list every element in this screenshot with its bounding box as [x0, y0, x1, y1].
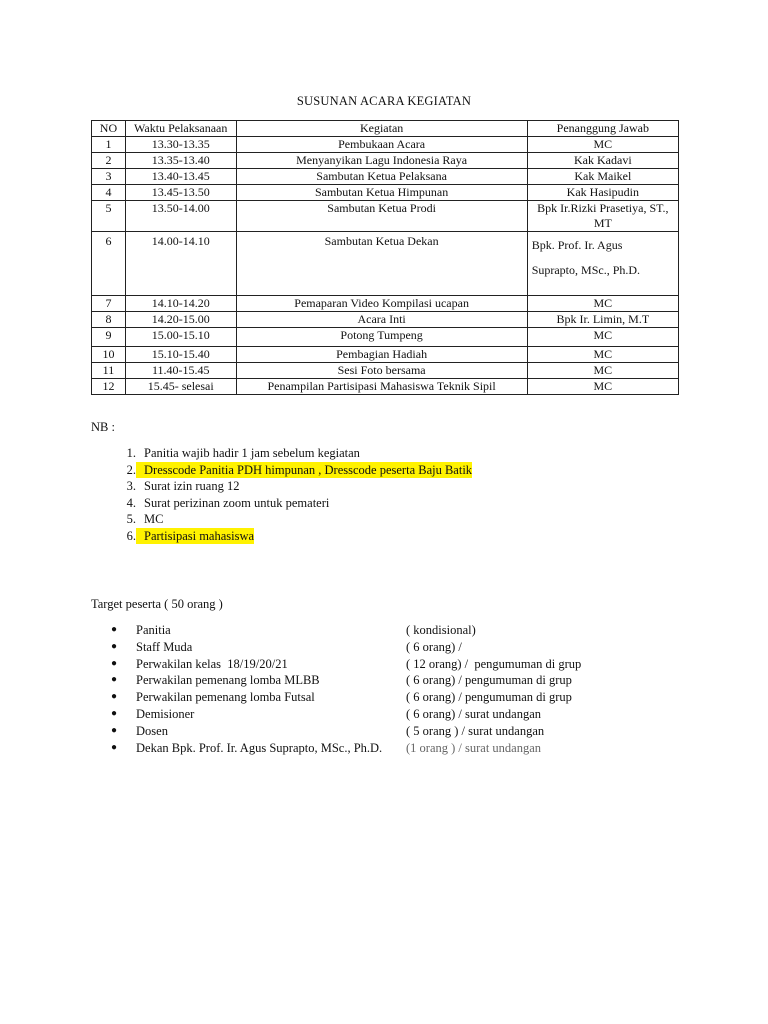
- list-item: [91, 656, 691, 673]
- note-number: 5.: [126, 512, 136, 526]
- bullet-icon: ●: [111, 707, 118, 719]
- note-number: 2.: [126, 462, 136, 477]
- cell-pic: MC: [527, 363, 678, 379]
- page-title: SUSUNAN ACARA KEGIATAN: [296, 94, 472, 108]
- list-item: [91, 445, 472, 462]
- cell-time: 13.35-13.40: [125, 153, 236, 169]
- participant-count: (1 orang ) / surat undangan: [406, 740, 542, 755]
- note-text: MC: [144, 512, 164, 526]
- cell-activity: Pemaparan Video Kompilasi ucapan: [236, 296, 527, 312]
- note-number: 3.: [126, 479, 136, 493]
- table-row: [92, 296, 679, 312]
- header-no: NO: [92, 121, 126, 137]
- table-row: [92, 328, 679, 347]
- list-item: [91, 706, 691, 723]
- cell-no: 5: [92, 201, 126, 232]
- list-item: [91, 478, 472, 495]
- cell-time: 14.10-14.20: [125, 296, 236, 312]
- cell-no: 4: [92, 185, 126, 201]
- participant-name: Dosen: [136, 723, 168, 738]
- table-row: [92, 363, 679, 379]
- cell-no: 7: [92, 296, 126, 312]
- cell-activity: Penampilan Partisipasi Mahasiswa Teknik Sipil: [236, 379, 527, 395]
- cell-no: 2: [92, 153, 126, 169]
- table-row: [92, 312, 679, 328]
- bullet-icon: ●: [111, 724, 118, 736]
- bullet-icon: ●: [111, 741, 118, 753]
- cell-pic: Kak Hasipudin: [527, 185, 678, 201]
- cell-activity: Pembagian Hadiah: [236, 347, 527, 363]
- cell-activity: Sambutan Ketua Prodi: [236, 201, 527, 232]
- list-item: [91, 528, 472, 545]
- cell-pic: MC: [527, 379, 678, 395]
- cell-activity: Sambutan Ketua Himpunan: [236, 185, 527, 201]
- participant-count: ( 6 orang) / surat undangan: [406, 706, 542, 721]
- cell-time: 13.50-14.00: [125, 201, 236, 232]
- list-item: [91, 740, 691, 757]
- participant-name: Demisioner: [136, 706, 195, 721]
- bullet-icon: ●: [111, 657, 118, 669]
- cell-activity: Potong Tumpeng: [236, 328, 527, 347]
- note-text: Surat perizinan zoom untuk pemateri: [144, 495, 330, 510]
- participant-name: Perwakilan pemenang lomba Futsal: [136, 690, 315, 705]
- bullet-icon: ●: [111, 624, 118, 635]
- table-row: [92, 185, 679, 201]
- table-row: [92, 379, 679, 395]
- table-row: [92, 137, 679, 153]
- cell-pic: Bpk Ir. Limin, M.T: [527, 312, 678, 328]
- cell-activity: Sesi Foto bersama: [236, 363, 527, 379]
- cell-pic: Kak Maikel: [527, 169, 678, 185]
- cell-time: 13.45-13.50: [125, 185, 236, 201]
- cell-time: 15.45- selesai: [125, 379, 236, 395]
- cell-time: 11.40-15.45: [125, 363, 236, 379]
- cell-activity: Menyanyikan Lagu Indonesia Raya: [236, 153, 527, 169]
- cell-no: 10: [92, 347, 126, 363]
- note-number: 6.: [126, 528, 136, 543]
- table-header-row: [92, 121, 679, 137]
- header-time: Waktu Pelaksanaan: [125, 121, 236, 137]
- note-text-highlighted: Dresscode Panitia PDH himpunan , Dresscode peserta Baju Batik: [144, 462, 473, 477]
- cell-no: 6: [92, 232, 126, 296]
- cell-time: 14.20-15.00: [125, 312, 236, 328]
- list-item: [91, 639, 691, 656]
- participant-count: ( 6 orang) / pengumuman di grup: [406, 690, 572, 705]
- note-text: Panitia wajib hadir 1 jam sebelum kegiatan: [144, 446, 360, 460]
- cell-activity: Pembukaan Acara: [236, 137, 527, 153]
- cell-pic: MC: [527, 296, 678, 312]
- list-item: [91, 622, 691, 639]
- table-row: [92, 153, 679, 169]
- cell-time: 13.40-13.45: [125, 169, 236, 185]
- header-activity: Kegiatan: [236, 121, 527, 137]
- bullet-icon: ●: [111, 640, 118, 652]
- nb-label: NB :: [91, 420, 115, 434]
- cell-pic-line: Suprapto, MSc., Ph.D.: [531, 263, 641, 277]
- list-item: [91, 672, 691, 689]
- cell-no: 9: [92, 328, 126, 347]
- cell-no: 3: [92, 169, 126, 185]
- cell-activity: Sambutan Ketua Dekan: [236, 232, 527, 296]
- list-item: [91, 723, 691, 740]
- schedule-table: [91, 120, 679, 395]
- list-item: [91, 495, 472, 512]
- list-item: [91, 689, 691, 706]
- cell-time: 13.30-13.35: [125, 137, 236, 153]
- participant-name: Dekan Bpk. Prof. Ir. Agus Suprapto, MSc., Ph.D.: [136, 740, 383, 755]
- note-text: Surat izin ruang 12: [144, 479, 240, 493]
- participant-name: Perwakilan pemenang lomba MLBB: [136, 673, 320, 688]
- cell-pic: MC: [527, 347, 678, 363]
- participants-list: [91, 622, 691, 756]
- note-text-highlighted: Partisipasi mahasiswa: [144, 528, 255, 543]
- cell-no: 8: [92, 312, 126, 328]
- participant-count: ( 6 orang) /: [406, 639, 462, 654]
- cell-pic: MC: [527, 328, 678, 347]
- cell-no: 12: [92, 379, 126, 395]
- note-number: 4.: [126, 495, 136, 510]
- cell-pic: [527, 232, 678, 296]
- cell-activity: Sambutan Ketua Pelaksana: [236, 169, 527, 185]
- participant-name: Staff Muda: [136, 639, 193, 654]
- table-row: [92, 347, 679, 363]
- participant-count: ( kondisional): [406, 623, 476, 637]
- participant-count: ( 12 orang) / pengumuman di grup: [406, 656, 582, 671]
- table-row: [92, 232, 679, 296]
- list-item: [91, 462, 472, 479]
- participant-name: Perwakilan kelas 18/19/20/21: [136, 656, 288, 671]
- bullet-icon: ●: [111, 691, 118, 703]
- cell-pic: Bpk Ir.Rizki Prasetiya, ST., MT: [527, 201, 678, 232]
- cell-time: 14.00-14.10: [125, 232, 236, 296]
- cell-pic: Kak Kadavi: [527, 153, 678, 169]
- cell-pic: MC: [527, 137, 678, 153]
- participant-count: ( 5 orang ) / surat undangan: [406, 723, 545, 738]
- table-row: [92, 169, 679, 185]
- table-row: [92, 201, 679, 232]
- notes-list: [91, 445, 472, 544]
- cell-activity: Acara Inti: [236, 312, 527, 328]
- target-label: Target peserta ( 50 orang ): [91, 597, 223, 611]
- cell-no: 11: [92, 363, 126, 379]
- participant-name: Panitia: [136, 623, 171, 637]
- cell-no: 1: [92, 137, 126, 153]
- cell-time: 15.10-15.40: [125, 347, 236, 363]
- cell-time: 15.00-15.10: [125, 328, 236, 347]
- participant-count: ( 6 orang) / pengumuman di grup: [406, 673, 572, 688]
- cell-pic-line: Bpk. Prof. Ir. Agus: [531, 238, 623, 252]
- header-pic: Penanggung Jawab: [527, 121, 678, 137]
- note-number: 1.: [126, 446, 136, 460]
- bullet-icon: ●: [111, 674, 118, 686]
- list-item: [91, 511, 472, 528]
